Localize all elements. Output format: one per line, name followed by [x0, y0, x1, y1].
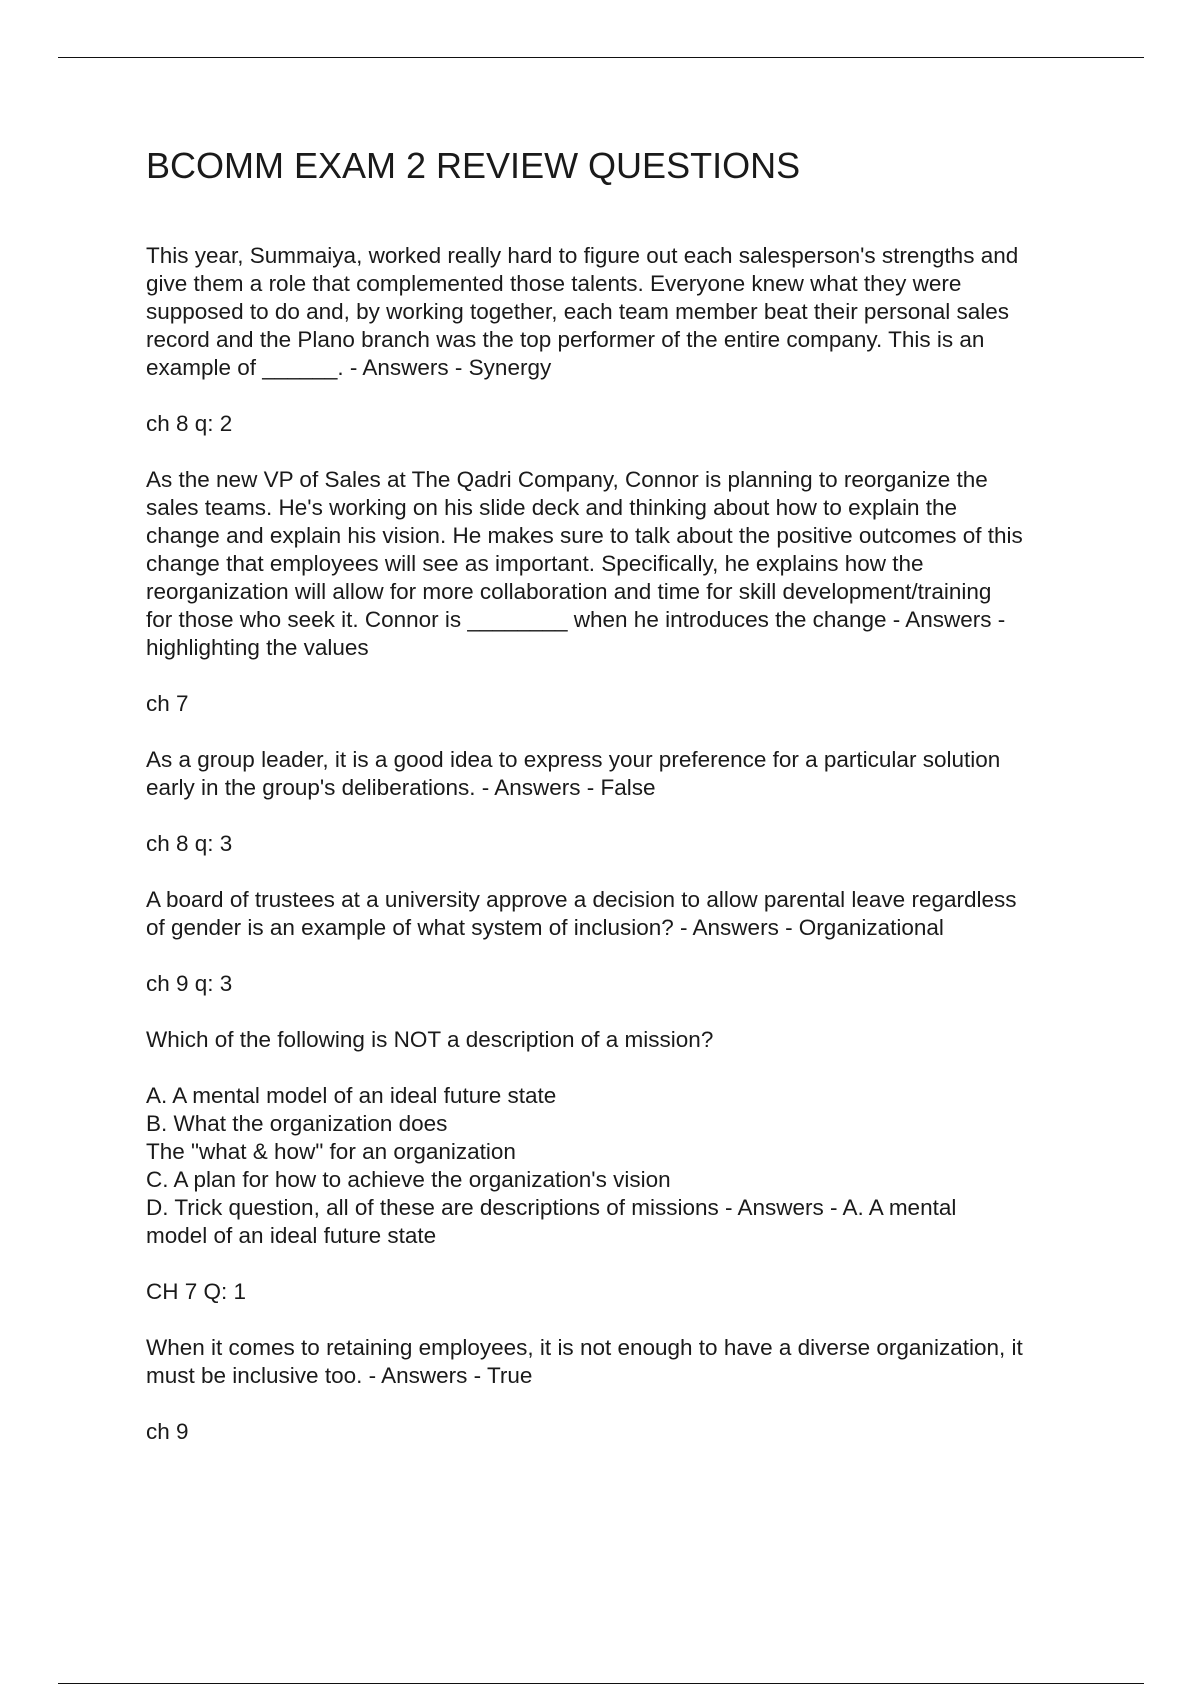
chapter-label: ch 9 q: 3: [146, 971, 233, 996]
chapter-label: ch 8 q: 3: [146, 831, 233, 856]
top-rule: [58, 57, 1144, 58]
question-mission-stem: Which of the following is NOT a description of a mission?: [146, 1027, 714, 1052]
question-synergy: This year, Summaiya, worked really hard to figure out each salesperson's strengths and give them a role that complemented those talents. Everyone knew what they were supposed to do and, by working together, each team member beat their personal sales record and the Plano branch was the top performer of the entire company. This is an example of ______. - Answers - Synergy: [146, 243, 1019, 380]
question-highlighting-values: As the new VP of Sales at The Qadri Company, Connor is planning to reorganize the sales teams. He's working on his slide deck and thinking about how to explain the change and explain his vision. He makes sure to talk about the positive outcomes of this change that employees will see as important. Specifically, he explains how the reorganization will allow for more collaboration and time for skill development/training for those who seek it. Connor is ________ when he introduces the change - Answers - highlighting the values: [146, 467, 1023, 660]
question-system-of-inclusion: A board of trustees at a university approve a decision to allow parental leave regardless of gender is an example of what system of inclusion? - Answers - Organizational: [146, 887, 1017, 940]
chapter-label: ch 8 q: 2: [146, 411, 233, 436]
question-mission-options: A. A mental model of an ideal future state B. What the organization does The "what & how" for an organization C. A plan for how to achieve the organization's vision D. Trick question, all of these are descriptions of missions - Answers - A. A mental model of an ideal future state: [146, 1083, 957, 1248]
chapter-label: ch 7: [146, 691, 189, 716]
chapter-label: CH 7 Q: 1: [146, 1279, 247, 1304]
document-body: [146, 242, 1106, 1446]
question-group-leader: As a group leader, it is a good idea to express your preference for a particular solution early in the group's deliberations. - Answers - False: [146, 747, 1001, 800]
document-title: BCOMM EXAM 2 REVIEW QUESTIONS: [146, 145, 801, 186]
chapter-label: ch 9: [146, 1419, 189, 1444]
question-retaining-employees: When it comes to retaining employees, it is not enough to have a diverse organization, it must be inclusive too. - Answers - True: [146, 1335, 1023, 1388]
bottom-rule: [58, 1683, 1144, 1684]
